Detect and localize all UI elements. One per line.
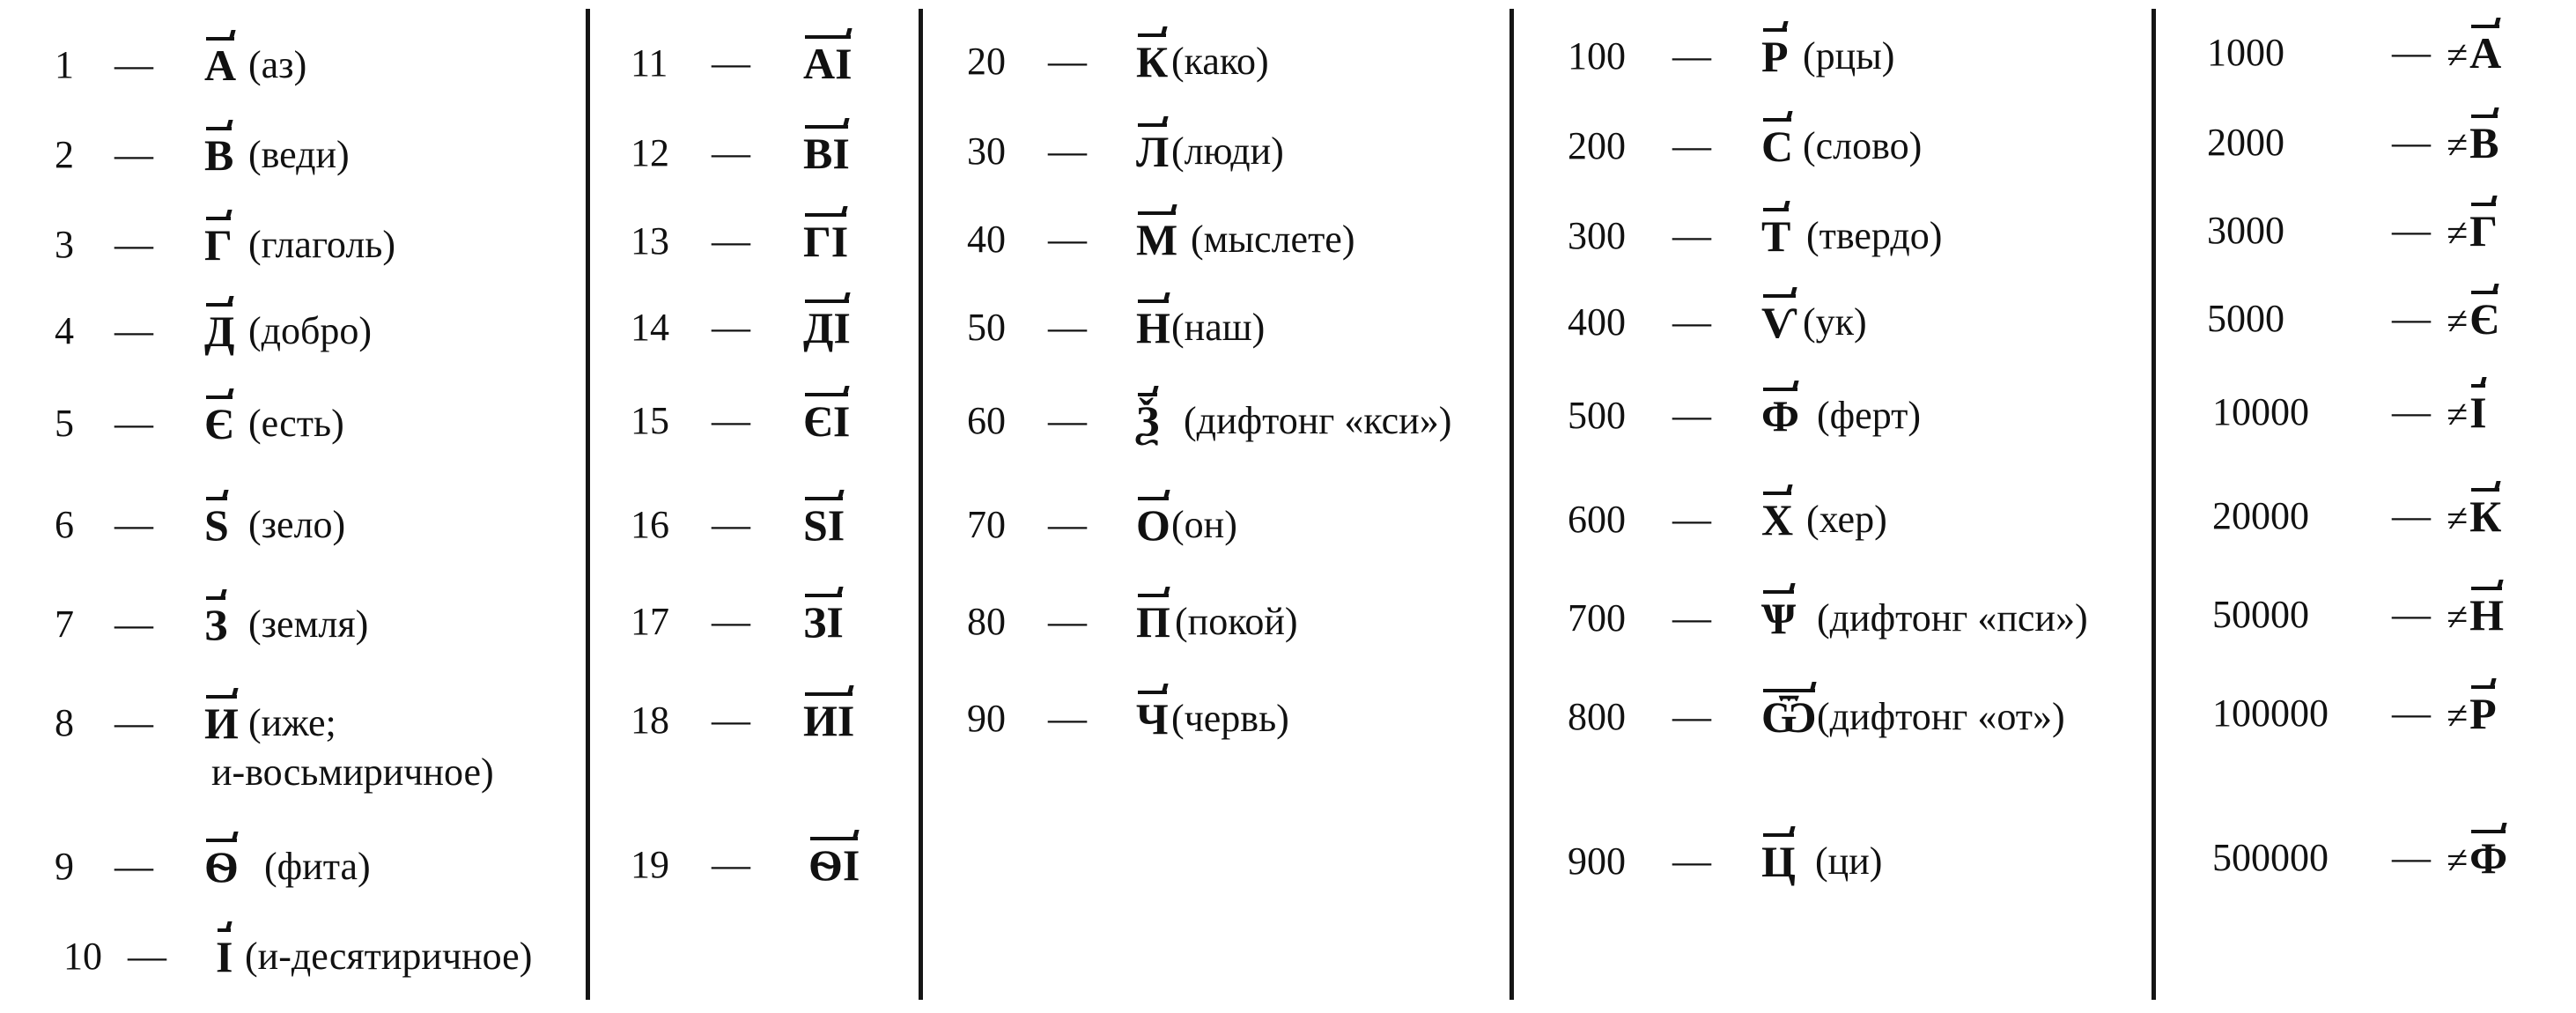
numeral-value: 100000 xyxy=(2212,691,2329,735)
letter-glyph xyxy=(808,842,860,888)
titlo-letter: Ѱ xyxy=(1761,594,1796,643)
dash: — xyxy=(114,223,153,266)
letter-glyph xyxy=(1761,694,1817,740)
dash: — xyxy=(712,399,750,442)
letter-glyph xyxy=(216,934,233,980)
letter-glyph xyxy=(1136,398,1159,444)
numeral-value: 6 xyxy=(55,503,74,546)
dash: — xyxy=(712,600,750,643)
letter-name: (зело) xyxy=(248,503,346,546)
dash: — xyxy=(1672,839,1711,883)
numeral-value: 40 xyxy=(967,218,1006,261)
numeral-value: 14 xyxy=(631,306,669,349)
numeral-value: 7 xyxy=(55,603,74,646)
titlo-letter: Г xyxy=(204,220,233,270)
titlo-letter: Є xyxy=(204,399,234,448)
titlo-letter: SІ xyxy=(803,500,845,550)
letter-glyph xyxy=(2447,208,2498,256)
dash: — xyxy=(1672,124,1711,167)
letter-name: (добро) xyxy=(248,309,373,352)
letter-glyph xyxy=(1136,217,1177,262)
numeral-value: 800 xyxy=(1568,695,1626,738)
dash: — xyxy=(2392,390,2431,433)
titlo-letter: S xyxy=(204,500,229,550)
letter-name: (земля) xyxy=(248,603,369,646)
letter-name: (хер) xyxy=(1806,498,1887,541)
numeral-value: 100 xyxy=(1568,34,1626,78)
dash: — xyxy=(1048,218,1087,261)
letter-glyph xyxy=(2447,120,2499,168)
numeral-value: 50 xyxy=(967,306,1006,349)
numeral-value: 50000 xyxy=(2212,593,2309,636)
dash: — xyxy=(712,503,750,546)
titlo-letter: АІ xyxy=(803,39,853,88)
titlo-letter: В xyxy=(204,130,234,180)
dash: — xyxy=(1048,503,1087,546)
dash: — xyxy=(2392,209,2431,252)
thousand-sign: ≠ xyxy=(2447,839,2469,882)
letter-glyph xyxy=(1136,696,1169,742)
letter-name: (покой) xyxy=(1175,600,1298,643)
letter-name: (глаголь) xyxy=(248,223,395,266)
column-teens xyxy=(590,0,919,1013)
letter-glyph xyxy=(204,700,239,746)
letter-name: (есть) xyxy=(248,402,344,445)
titlo-letter: В xyxy=(2469,118,2499,167)
letter-glyph xyxy=(204,502,229,548)
thousand-sign: ≠ xyxy=(2447,123,2469,166)
letter-glyph xyxy=(1761,33,1789,79)
dash: — xyxy=(2392,297,2431,340)
dash: — xyxy=(2392,494,2431,537)
numeral-value: 90 xyxy=(967,697,1006,740)
titlo-letter: П xyxy=(1136,597,1170,647)
titlo-letter: ИІ xyxy=(803,696,855,745)
letter-glyph xyxy=(204,42,236,88)
numeral-value: 500 xyxy=(1568,394,1626,437)
letter-name: (и-десятиричное) xyxy=(245,935,533,978)
letter-name-continued: и-восьмиричное) xyxy=(211,751,494,794)
letter-glyph xyxy=(803,130,850,176)
dash: — xyxy=(712,131,750,174)
titlo-letter: М xyxy=(1136,215,1178,264)
letter-name: (мыслете) xyxy=(1191,218,1355,261)
dash: — xyxy=(1672,695,1711,738)
numeral-value: 15 xyxy=(631,399,669,442)
letter-glyph xyxy=(803,698,854,743)
dash: — xyxy=(712,699,750,742)
titlo-letter: А xyxy=(2469,28,2502,78)
letter-glyph xyxy=(2447,493,2501,542)
thousand-sign: ≠ xyxy=(2447,694,2469,737)
letter-glyph xyxy=(1761,839,1796,884)
letter-glyph xyxy=(2447,389,2487,438)
titlo-letter: К xyxy=(2469,492,2502,541)
letter-glyph xyxy=(2447,30,2501,78)
titlo-letter: ВІ xyxy=(803,129,850,178)
dash: — xyxy=(1048,306,1087,349)
numeral-value: 18 xyxy=(631,699,669,742)
numeral-value: 70 xyxy=(967,503,1006,546)
numeral-value: 12 xyxy=(631,131,669,174)
titlo-letter: Ч xyxy=(1136,694,1169,743)
letter-glyph xyxy=(204,602,227,647)
letter-name: (он) xyxy=(1171,503,1237,546)
numeral-value: 80 xyxy=(967,600,1006,643)
titlo-letter: Ѳ xyxy=(204,842,239,891)
dash: — xyxy=(1672,300,1711,344)
titlo-letter: Ѯ xyxy=(1136,396,1160,446)
titlo-letter: Р xyxy=(2469,689,2497,738)
letter-name: (дифтонг «от») xyxy=(1817,695,2065,738)
numeral-value: 3 xyxy=(55,223,74,266)
titlo-letter: ГІ xyxy=(803,217,849,266)
numeral-value: 16 xyxy=(631,503,669,546)
titlo-letter: З xyxy=(204,600,228,649)
letter-glyph xyxy=(204,308,234,354)
letter-glyph xyxy=(2447,592,2504,640)
letter-glyph xyxy=(1761,123,1793,169)
column-hundreds xyxy=(1514,0,2152,1013)
letter-name: (аз) xyxy=(248,43,307,86)
numeral-value: 1 xyxy=(55,43,74,86)
dash: — xyxy=(1048,129,1087,173)
dash: — xyxy=(114,43,153,86)
letter-name: (ферт) xyxy=(1817,394,1921,437)
thousand-sign: ≠ xyxy=(2447,211,2469,255)
titlo-letter: Р xyxy=(1761,32,1789,81)
numeral-value: 200 xyxy=(1568,124,1626,167)
dash: — xyxy=(1672,596,1711,640)
dash: — xyxy=(1672,34,1711,78)
dash: — xyxy=(712,843,750,886)
numeral-value: 5000 xyxy=(2207,297,2284,340)
letter-glyph xyxy=(1761,213,1790,259)
letter-glyph xyxy=(803,599,844,645)
letter-name: (ук) xyxy=(1803,300,1867,344)
letter-name: (дифтонг «пси») xyxy=(1817,596,2088,640)
thousand-sign: ≠ xyxy=(2447,595,2469,639)
titlo-letter: Х xyxy=(1761,495,1794,544)
dash: — xyxy=(1048,600,1087,643)
numeral-value: 500000 xyxy=(2212,836,2329,879)
numeral-value: 60 xyxy=(967,399,1006,442)
numeral-value: 8 xyxy=(55,701,74,744)
numeral-value: 700 xyxy=(1568,596,1626,640)
letter-name: (ци) xyxy=(1815,839,1883,883)
titlo-letter: Н xyxy=(2469,590,2505,640)
letter-glyph xyxy=(803,398,850,444)
dash: — xyxy=(114,309,153,352)
letter-glyph xyxy=(1136,39,1168,85)
dash: — xyxy=(1048,40,1087,83)
numeral-value: 5 xyxy=(55,402,74,445)
letter-name: (веди) xyxy=(248,133,350,176)
titlo-letter: ЄІ xyxy=(803,396,851,446)
titlo-letter: І xyxy=(2469,388,2487,437)
dash: — xyxy=(2392,691,2431,735)
letter-glyph xyxy=(2447,835,2507,884)
titlo-letter: С xyxy=(1761,122,1794,171)
numeral-value: 2000 xyxy=(2207,121,2284,164)
titlo-letter: И xyxy=(204,699,239,748)
dash: — xyxy=(114,402,153,445)
numeral-value: 600 xyxy=(1568,498,1626,541)
dash: — xyxy=(2392,31,2431,74)
numeral-value: 30 xyxy=(967,129,1006,173)
letter-glyph xyxy=(803,502,845,548)
titlo-letter: Ѵ xyxy=(1761,298,1797,347)
letter-name: (наш) xyxy=(1171,306,1266,349)
numeral-value: 19 xyxy=(631,843,669,886)
dash: — xyxy=(128,935,166,978)
letter-name: (слово) xyxy=(1803,124,1923,167)
titlo-letter: ѲІ xyxy=(808,840,860,890)
letter-glyph xyxy=(204,844,239,890)
numeral-value: 300 xyxy=(1568,214,1626,257)
titlo-letter: Т xyxy=(1761,211,1791,261)
letter-glyph xyxy=(1136,599,1170,645)
dash: — xyxy=(1672,394,1711,437)
dash: — xyxy=(2392,121,2431,164)
letter-name: (люди) xyxy=(1171,129,1284,173)
titlo-letter: А xyxy=(204,41,237,90)
numeral-value: 17 xyxy=(631,600,669,643)
titlo-letter: Л xyxy=(1136,127,1170,176)
numeral-value: 20000 xyxy=(2212,494,2309,537)
letter-glyph xyxy=(1136,502,1170,548)
letter-glyph xyxy=(1761,299,1797,345)
letter-glyph xyxy=(2447,691,2497,739)
titlo-letter: О xyxy=(1136,500,1170,550)
numeral-value: 11 xyxy=(631,41,668,85)
dash: — xyxy=(114,503,153,546)
numeral-value: 1000 xyxy=(2207,31,2284,74)
column-tens xyxy=(923,0,1509,1013)
letter-glyph xyxy=(1761,595,1796,641)
letter-glyph xyxy=(1761,497,1793,543)
letter-name: (како) xyxy=(1171,40,1269,83)
titlo-letter: Д xyxy=(204,307,235,356)
dash: — xyxy=(114,603,153,646)
letter-glyph xyxy=(204,401,234,447)
dash: — xyxy=(1048,399,1087,442)
letter-glyph xyxy=(1761,393,1799,439)
titlo-letter: Ц xyxy=(1761,837,1796,886)
letter-name: (твердо) xyxy=(1806,214,1943,257)
thousand-sign: ≠ xyxy=(2447,393,2469,436)
titlo-letter: ЗІ xyxy=(803,597,844,647)
dash: — xyxy=(1048,697,1087,740)
dash: — xyxy=(1672,214,1711,257)
numeral-value: 9 xyxy=(55,845,74,888)
dash: — xyxy=(712,306,750,349)
letter-name: (фита) xyxy=(264,845,371,888)
thousand-sign: ≠ xyxy=(2447,299,2469,343)
thousand-sign: ≠ xyxy=(2447,497,2469,540)
numeral-value: 10 xyxy=(63,935,102,978)
column-units xyxy=(0,0,586,1013)
dash: — xyxy=(1672,498,1711,541)
titlo-letter: Є xyxy=(2469,294,2500,344)
numeral-value: 10000 xyxy=(2212,390,2309,433)
letter-glyph xyxy=(803,305,851,351)
numeral-value: 20 xyxy=(967,40,1006,83)
numeral-value: 4 xyxy=(55,309,74,352)
numeral-value: 13 xyxy=(631,219,669,262)
titlo-letter: К xyxy=(1136,37,1169,86)
thousand-sign: ≠ xyxy=(2447,33,2469,77)
numeral-value: 3000 xyxy=(2207,209,2284,252)
letter-glyph xyxy=(1136,305,1170,351)
letter-name: (иже; xyxy=(248,701,336,744)
numeral-value: 2 xyxy=(55,133,74,176)
letter-name: (рцы) xyxy=(1803,34,1895,78)
titlo-letter: І xyxy=(216,932,233,981)
titlo-letter: Ф xyxy=(2469,833,2508,883)
titlo-letter: Ѿ xyxy=(1761,692,1817,742)
numeral-value: 900 xyxy=(1568,839,1626,883)
titlo-letter: Н xyxy=(1136,303,1170,352)
dash: — xyxy=(2392,593,2431,636)
dash: — xyxy=(114,845,153,888)
letter-name: (червь) xyxy=(1171,697,1289,740)
letter-glyph xyxy=(2447,296,2499,344)
titlo-letter: ДІ xyxy=(803,303,851,352)
dash: — xyxy=(712,219,750,262)
titlo-letter: Г xyxy=(2469,206,2498,255)
letter-glyph xyxy=(204,222,233,268)
letter-glyph xyxy=(803,218,848,264)
letter-glyph xyxy=(204,132,233,178)
titlo-letter: Ф xyxy=(1761,391,1799,440)
letter-glyph xyxy=(803,41,853,86)
column-thousands xyxy=(2156,0,2576,1013)
letter-name: (дифтонг «кси») xyxy=(1184,399,1452,442)
dash: — xyxy=(712,41,750,85)
dash: — xyxy=(2392,836,2431,879)
dash: — xyxy=(114,133,153,176)
dash: — xyxy=(114,701,153,744)
letter-glyph xyxy=(1136,129,1169,174)
numeral-value: 400 xyxy=(1568,300,1626,344)
